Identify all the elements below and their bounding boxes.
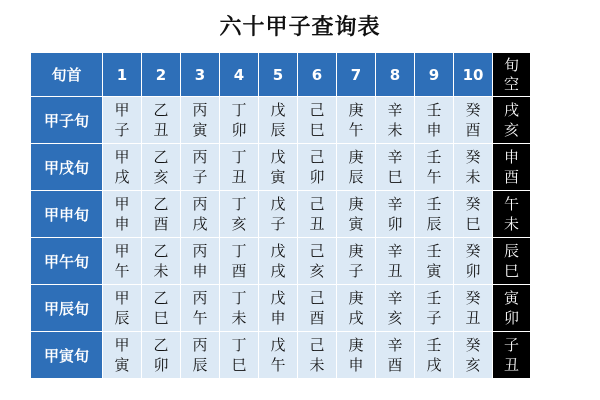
ganzhi-cell — [259, 332, 298, 379]
ganzhi-cell — [415, 285, 454, 332]
dizhi-text: 丑 — [309, 215, 325, 233]
dizhi-text: 丑 — [465, 309, 481, 327]
header-xun-kong — [493, 53, 531, 97]
dizhi-text: 午 — [348, 121, 364, 139]
header-number: 8 — [376, 53, 415, 97]
dizhi-text: 巳 — [231, 356, 247, 374]
xun-kong-cell — [493, 285, 531, 332]
xun-kong-cell — [493, 191, 531, 238]
xun-shou-label: 甲申旬 — [31, 191, 103, 238]
dizhi-text: 子 — [348, 262, 364, 280]
ganzhi-cell — [103, 285, 142, 332]
ganzhi-cell — [337, 191, 376, 238]
ganzhi-cell — [142, 97, 181, 144]
dizhi-text: 辰 — [192, 356, 208, 374]
tiangan-text: 乙 — [153, 336, 169, 354]
tiangan-text: 丁 — [231, 336, 247, 354]
tiangan-text: 辛 — [387, 336, 403, 354]
dizhi-text: 寅 — [114, 356, 130, 374]
tiangan-text: 辛 — [387, 242, 403, 260]
ganzhi-cell — [220, 191, 259, 238]
ganzhi-cell — [298, 144, 337, 191]
xun-shou-label: 甲子旬 — [31, 97, 103, 144]
table-row — [31, 97, 531, 144]
ganzhi-cell — [103, 144, 142, 191]
dizhi-text: 丑 — [153, 121, 169, 139]
tiangan-text: 庚 — [348, 101, 364, 119]
tiangan-text: 乙 — [153, 242, 169, 260]
xun-shou-label: 甲午旬 — [31, 238, 103, 285]
ganzhi-cell — [376, 191, 415, 238]
jiazi-table — [30, 52, 531, 379]
dizhi-text: 辰 — [348, 168, 364, 186]
ganzhi-cell — [220, 97, 259, 144]
ganzhi-cell — [415, 97, 454, 144]
ganzhi-cell — [376, 238, 415, 285]
dizhi-text: 申 — [270, 309, 286, 327]
tiangan-text: 癸 — [465, 101, 481, 119]
tiangan-text: 甲 — [114, 101, 130, 119]
dizhi-text: 亥 — [309, 262, 325, 280]
tiangan-text: 丙 — [192, 101, 208, 119]
dizhi-text: 子 — [114, 121, 130, 139]
tiangan-text: 甲 — [114, 336, 130, 354]
dizhi-text: 未 — [153, 262, 169, 280]
tiangan-text: 庚 — [348, 148, 364, 166]
ganzhi-cell — [181, 332, 220, 379]
xun-kong-bottom: 亥 — [503, 121, 519, 139]
xun-kong-bottom: 未 — [503, 215, 519, 233]
tiangan-text: 己 — [309, 289, 325, 307]
header-number: 9 — [415, 53, 454, 97]
dizhi-text: 卯 — [153, 356, 169, 374]
dizhi-text: 亥 — [153, 168, 169, 186]
xun-kong-top: 寅 — [503, 289, 519, 307]
ganzhi-cell — [181, 144, 220, 191]
ganzhi-cell — [220, 144, 259, 191]
header-number: 4 — [220, 53, 259, 97]
ganzhi-cell — [454, 285, 493, 332]
table-row — [31, 144, 531, 191]
dizhi-text: 未 — [465, 168, 481, 186]
tiangan-text: 丁 — [231, 289, 247, 307]
dizhi-text: 巳 — [465, 215, 481, 233]
xun-shou-label: 甲戌旬 — [31, 144, 103, 191]
dizhi-text: 巳 — [309, 121, 325, 139]
ganzhi-cell — [454, 238, 493, 285]
dizhi-text: 子 — [192, 168, 208, 186]
xun-kong-top: 戌 — [503, 101, 519, 119]
ganzhi-cell — [454, 332, 493, 379]
dizhi-text: 子 — [426, 309, 442, 327]
header-number: 2 — [142, 53, 181, 97]
xun-kong-cell — [493, 144, 531, 191]
ganzhi-cell — [259, 285, 298, 332]
dizhi-text: 酉 — [231, 262, 247, 280]
dizhi-text: 亥 — [387, 309, 403, 327]
ganzhi-cell — [103, 97, 142, 144]
dizhi-text: 卯 — [465, 262, 481, 280]
ganzhi-cell — [181, 97, 220, 144]
ganzhi-cell — [337, 332, 376, 379]
xun-kong-top: 午 — [503, 195, 519, 213]
ganzhi-cell — [181, 191, 220, 238]
dizhi-text: 申 — [426, 121, 442, 139]
xun-kong-bottom: 巳 — [503, 262, 519, 280]
ganzhi-cell — [454, 97, 493, 144]
ganzhi-cell — [415, 191, 454, 238]
ganzhi-cell — [103, 238, 142, 285]
ganzhi-cell — [142, 144, 181, 191]
tiangan-text: 甲 — [114, 242, 130, 260]
tiangan-text: 戊 — [270, 195, 286, 213]
ganzhi-cell — [337, 97, 376, 144]
tiangan-text: 壬 — [426, 242, 442, 260]
ganzhi-cell — [298, 332, 337, 379]
tiangan-text: 戊 — [270, 242, 286, 260]
xun-kong-bottom: 卯 — [503, 309, 519, 327]
ganzhi-cell — [298, 97, 337, 144]
header-number: 3 — [181, 53, 220, 97]
tiangan-text: 己 — [309, 101, 325, 119]
header-row — [31, 53, 531, 97]
tiangan-text: 戊 — [270, 101, 286, 119]
header-number: 1 — [103, 53, 142, 97]
tiangan-text: 丙 — [192, 195, 208, 213]
ganzhi-cell — [454, 191, 493, 238]
ganzhi-cell — [376, 97, 415, 144]
dizhi-text: 巳 — [153, 309, 169, 327]
dizhi-text: 戌 — [348, 309, 364, 327]
ganzhi-cell — [415, 144, 454, 191]
ganzhi-cell — [259, 144, 298, 191]
dizhi-text: 丑 — [387, 262, 403, 280]
page-title: 六十甲子查询表 — [219, 15, 381, 40]
ganzhi-cell — [454, 144, 493, 191]
dizhi-text: 未 — [231, 309, 247, 327]
dizhi-text: 午 — [114, 262, 130, 280]
dizhi-text: 申 — [192, 262, 208, 280]
tiangan-text: 己 — [309, 242, 325, 260]
ganzhi-cell — [337, 238, 376, 285]
dizhi-text: 申 — [348, 356, 364, 374]
xun-kong-bottom: 酉 — [503, 168, 519, 186]
xun-kong-top: 申 — [503, 148, 519, 166]
ganzhi-cell — [181, 285, 220, 332]
dizhi-text: 丑 — [231, 168, 247, 186]
ganzhi-cell — [259, 238, 298, 285]
tiangan-text: 戊 — [270, 336, 286, 354]
header-number: 7 — [337, 53, 376, 97]
ganzhi-cell — [376, 332, 415, 379]
tiangan-text: 庚 — [348, 195, 364, 213]
tiangan-text: 甲 — [114, 195, 130, 213]
dizhi-text: 寅 — [348, 215, 364, 233]
header-number: 6 — [298, 53, 337, 97]
ganzhi-cell — [337, 144, 376, 191]
dizhi-text: 未 — [387, 121, 403, 139]
tiangan-text: 壬 — [426, 289, 442, 307]
tiangan-text: 壬 — [426, 148, 442, 166]
tiangan-text: 丙 — [192, 336, 208, 354]
ganzhi-cell — [376, 285, 415, 332]
tiangan-text: 己 — [309, 195, 325, 213]
ganzhi-cell — [142, 285, 181, 332]
table-row — [31, 191, 531, 238]
dizhi-text: 辰 — [426, 215, 442, 233]
ganzhi-cell — [142, 191, 181, 238]
tiangan-text: 辛 — [387, 101, 403, 119]
xun-kong-cell — [493, 332, 531, 379]
tiangan-text: 癸 — [465, 148, 481, 166]
dizhi-text: 寅 — [426, 262, 442, 280]
xun-kong-top: 辰 — [503, 242, 519, 260]
tiangan-text: 辛 — [387, 289, 403, 307]
tiangan-text: 己 — [309, 148, 325, 166]
tiangan-text: 甲 — [114, 289, 130, 307]
ganzhi-cell — [415, 238, 454, 285]
dizhi-text: 卯 — [387, 215, 403, 233]
header-number: 10 — [454, 53, 493, 97]
ganzhi-cell — [103, 191, 142, 238]
dizhi-text: 戌 — [270, 262, 286, 280]
dizhi-text: 亥 — [231, 215, 247, 233]
tiangan-text: 庚 — [348, 289, 364, 307]
ganzhi-cell — [220, 332, 259, 379]
table-row — [31, 238, 531, 285]
dizhi-text: 子 — [270, 215, 286, 233]
dizhi-text: 寅 — [270, 168, 286, 186]
tiangan-text: 庚 — [348, 242, 364, 260]
table-body — [31, 97, 531, 379]
dizhi-text: 午 — [192, 309, 208, 327]
tiangan-text: 丁 — [231, 101, 247, 119]
tiangan-text: 乙 — [153, 289, 169, 307]
tiangan-text: 癸 — [465, 195, 481, 213]
tiangan-text: 乙 — [153, 101, 169, 119]
ganzhi-cell — [376, 144, 415, 191]
ganzhi-cell — [337, 285, 376, 332]
dizhi-text: 午 — [270, 356, 286, 374]
tiangan-text: 壬 — [426, 336, 442, 354]
dizhi-text: 亥 — [465, 356, 481, 374]
ganzhi-cell — [259, 97, 298, 144]
dizhi-text: 巳 — [387, 168, 403, 186]
xun-kong-cell — [493, 97, 531, 144]
tiangan-text: 癸 — [465, 289, 481, 307]
header-xun-shou: 旬首 — [31, 53, 103, 97]
tiangan-text: 辛 — [387, 195, 403, 213]
xun-kong-cell — [493, 238, 531, 285]
dizhi-text: 辰 — [114, 309, 130, 327]
dizhi-text: 酉 — [153, 215, 169, 233]
tiangan-text: 乙 — [153, 148, 169, 166]
header-xun-kong-top: 旬 — [503, 55, 519, 74]
tiangan-text: 丙 — [192, 289, 208, 307]
tiangan-text: 丙 — [192, 148, 208, 166]
tiangan-text: 戊 — [270, 148, 286, 166]
tiangan-text: 癸 — [465, 336, 481, 354]
tiangan-text: 壬 — [426, 195, 442, 213]
tiangan-text: 甲 — [114, 148, 130, 166]
tiangan-text: 丙 — [192, 242, 208, 260]
dizhi-text: 申 — [114, 215, 130, 233]
xun-shou-label: 甲寅旬 — [31, 332, 103, 379]
tiangan-text: 丁 — [231, 242, 247, 260]
tiangan-text: 庚 — [348, 336, 364, 354]
dizhi-text: 戌 — [114, 168, 130, 186]
dizhi-text: 戌 — [192, 215, 208, 233]
tiangan-text: 癸 — [465, 242, 481, 260]
table-row — [31, 285, 531, 332]
xun-shou-label: 甲辰旬 — [31, 285, 103, 332]
xun-kong-top: 子 — [503, 336, 519, 354]
tiangan-text: 丁 — [231, 195, 247, 213]
tiangan-text: 丁 — [231, 148, 247, 166]
dizhi-text: 戌 — [426, 356, 442, 374]
ganzhi-cell — [298, 191, 337, 238]
ganzhi-cell — [220, 285, 259, 332]
ganzhi-cell — [259, 191, 298, 238]
header-xun-kong-bottom: 空 — [503, 74, 519, 93]
dizhi-text: 寅 — [192, 121, 208, 139]
tiangan-text: 壬 — [426, 101, 442, 119]
dizhi-text: 酉 — [465, 121, 481, 139]
dizhi-text: 辰 — [270, 121, 286, 139]
header-number: 5 — [259, 53, 298, 97]
tiangan-text: 乙 — [153, 195, 169, 213]
ganzhi-cell — [181, 238, 220, 285]
dizhi-text: 卯 — [309, 168, 325, 186]
ganzhi-cell — [298, 238, 337, 285]
tiangan-text: 戊 — [270, 289, 286, 307]
dizhi-text: 卯 — [231, 121, 247, 139]
dizhi-text: 午 — [426, 168, 442, 186]
ganzhi-cell — [415, 332, 454, 379]
ganzhi-cell — [220, 238, 259, 285]
tiangan-text: 己 — [309, 336, 325, 354]
ganzhi-cell — [142, 238, 181, 285]
xun-kong-bottom: 丑 — [503, 356, 519, 374]
dizhi-text: 酉 — [387, 356, 403, 374]
ganzhi-cell — [103, 332, 142, 379]
dizhi-text: 未 — [309, 356, 325, 374]
table-row — [31, 332, 531, 379]
ganzhi-cell — [298, 285, 337, 332]
dizhi-text: 酉 — [309, 309, 325, 327]
tiangan-text: 辛 — [387, 148, 403, 166]
ganzhi-cell — [142, 332, 181, 379]
